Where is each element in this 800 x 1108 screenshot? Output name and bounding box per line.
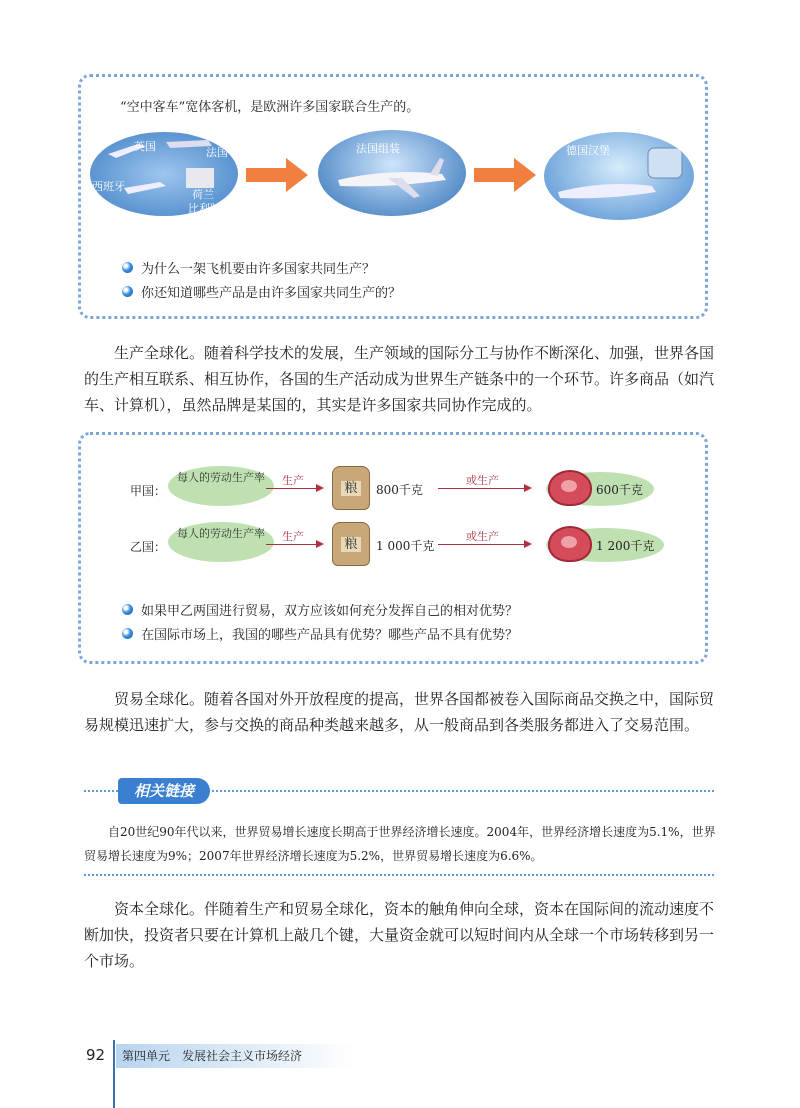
label-spain: 西班牙 [92,180,125,193]
arrow-produce-b [266,544,322,545]
arrow-right-icon [246,158,308,192]
question-1: 为什么一架飞机要由许多国家共同生产？ [122,258,375,277]
paragraph-production: 生产全球化。随着科学技术的发展，生产领域的国际分工与协作不断深化、加强，世界各国的生产相互联系、相互协作，各国的生产活动成为世界生产链条中的一个环节。许多商品（如汽车、计算机），虽然品牌是某国的，其实是许多国家共同协作完成的。 [84,344,715,414]
productivity-oval-b: 每人的劳动生产率 [168,522,274,562]
label-assembly: 法国组装 [356,142,400,155]
country-a-label: 甲国： [130,484,167,498]
bullet-icon [122,604,133,615]
related-link-badge: 相关链接 [118,778,210,804]
question-2: 你还知道哪些产品是由许多国家共同生产的？ [122,282,401,301]
bullet-icon [122,286,133,297]
assembly-oval [318,130,466,216]
grain-value-a: 800千克 [376,483,423,497]
or-produce-label-a: 或生产 [466,474,499,487]
label-netherlands: 荷兰 [192,188,214,201]
arrow-or-produce-a [438,488,530,489]
arrow-produce-a [266,488,322,489]
airbus-caption: “空中客车”宽体客机，是欧洲许多国家联合生产的。 [120,100,420,115]
label-hamburg: 德国汉堡 [566,144,610,157]
label-uk: 英国 [134,140,156,153]
or-produce-label-b: 或生产 [466,530,499,543]
hamburg-oval [544,132,694,220]
link-divider-bottom [84,874,714,876]
page-number: 92 [86,1046,106,1064]
footer-divider [113,1040,115,1108]
question-4: 在国际市场上，我国的哪些产品具有优势？哪些产品不具有优势？ [122,624,518,643]
label-france: 法国 [206,146,228,159]
produce-label-b: 生产 [282,530,304,543]
arrow-right-icon [474,158,536,192]
meat-icon [548,470,592,506]
related-link-text: 自20世纪90年代以来，世界贸易增长速度长期高于世界经济增长速度。2004年，世界经济增长速度为5.1%，世界贸易增长速度为9%；2007年世界经济增长速度为5.2%，世界贸易增长速度为6.6%。 [84,825,716,863]
label-belgium: 比利时 [188,202,221,215]
paragraph-capital: 资本全球化。伴随着生产和贸易全球化，资本的触角伸向全球，资本在国际间的流动速度不断加快，投资者只要在计算机上敲几个键，大量资金就可以短时间内从全球一个市场转移到另一个市场。 [84,900,715,970]
countries-oval [90,132,238,216]
unit-title: 第四单元 发展社会主义市场经济 [122,1049,303,1063]
bullet-icon [122,628,133,639]
produce-label-a: 生产 [282,474,304,487]
productivity-oval-a: 每人的劳动生产率 [168,466,274,506]
grain-sack-icon: 粮 [332,466,370,510]
meat-icon [548,526,592,562]
grain-value-b: 1 000千克 [376,539,435,553]
bullet-icon [122,262,133,273]
question-3: 如果甲乙两国进行贸易，双方应该如何充分发挥自己的相对优势？ [122,600,518,619]
arrow-or-produce-b [438,544,530,545]
country-b-label: 乙国： [130,540,167,554]
paragraph-trade: 贸易全球化。随着各国对外开放程度的提高，世界各国都被卷入国际商品交换之中，国际贸易规模迅速扩大，参与交换的商品种类越来越多，从一般商品到各类服务都进入了交易范围。 [84,690,715,734]
meat-value-a: 600千克 [596,483,643,497]
grain-sack-icon: 粮 [332,522,370,566]
meat-value-b: 1 200千克 [596,539,655,553]
